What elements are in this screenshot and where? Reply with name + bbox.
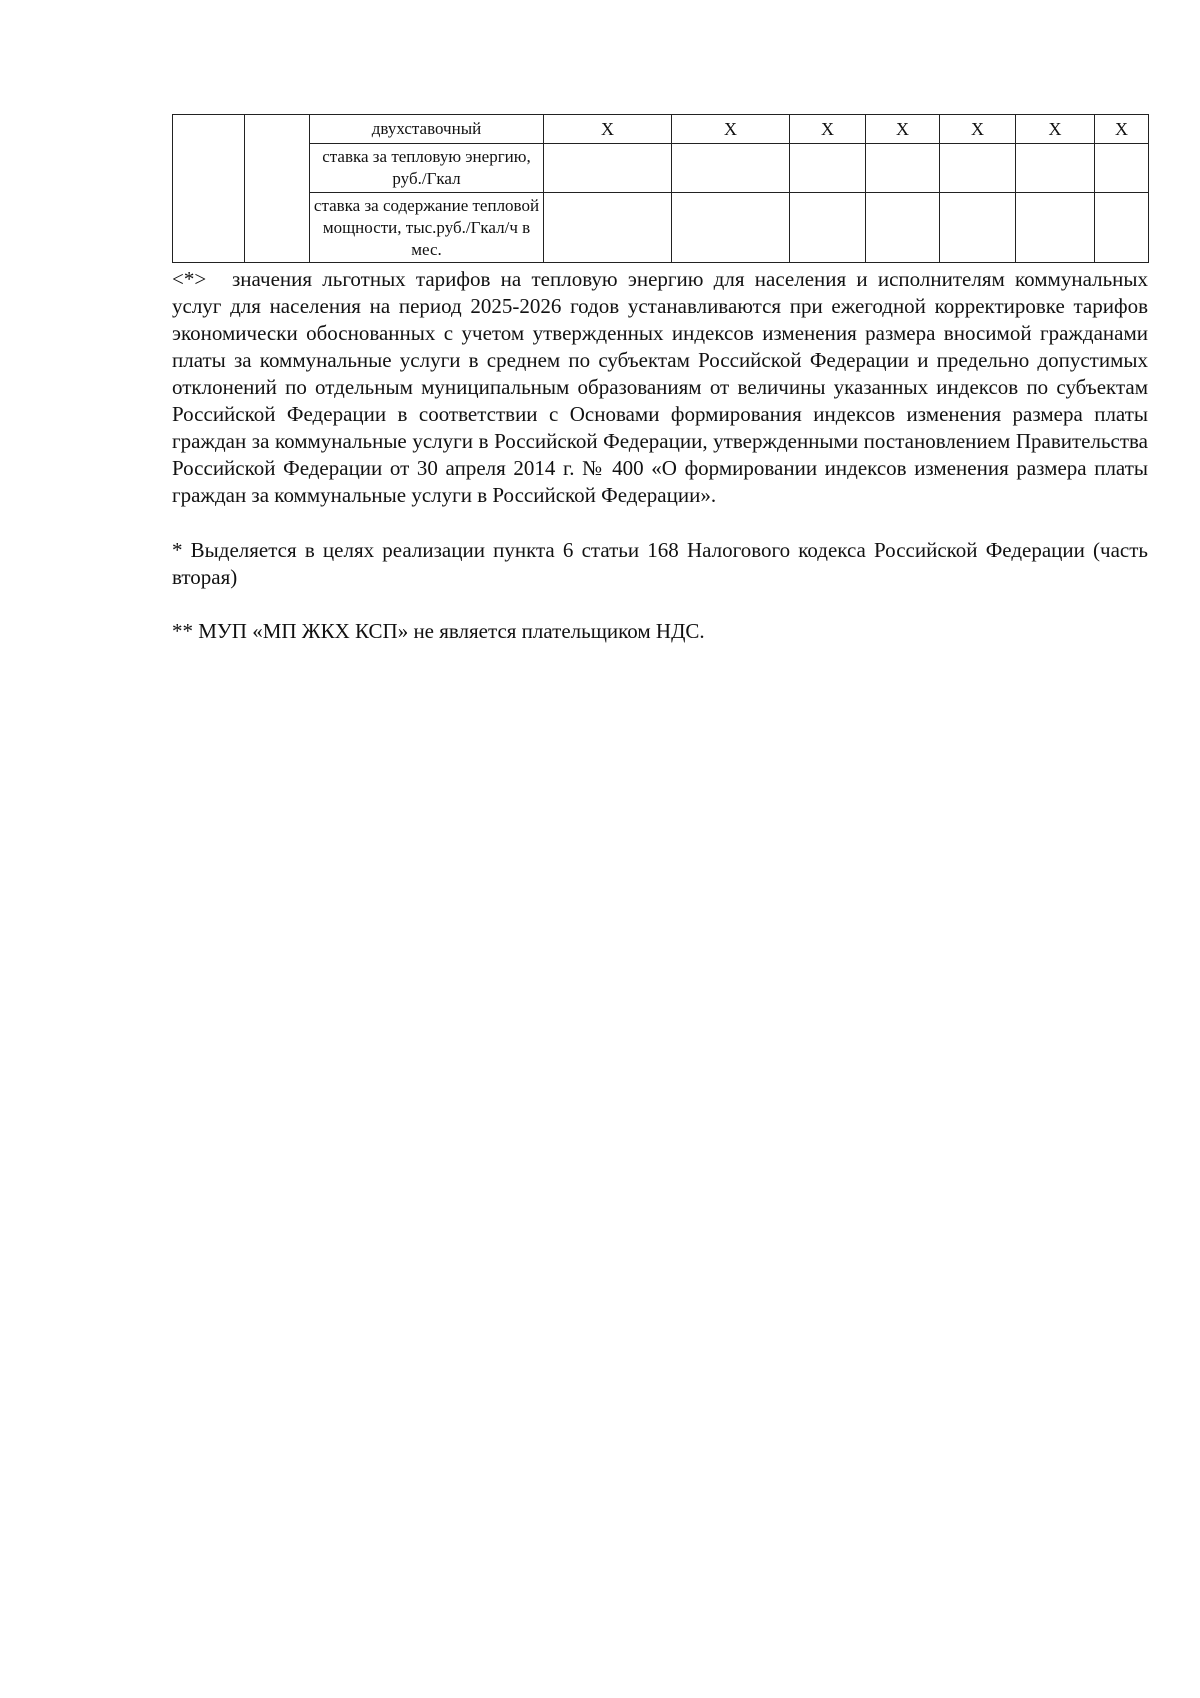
table-cell-value: X: [866, 115, 940, 144]
footnote-vat-note: * Выделяется в целях реализации пункта 6 статьи 168 Налогового кодекса Российской Федерации (часть вторая): [172, 538, 1148, 589]
footnote-marker: <*>: [172, 267, 207, 291]
footnote-main-text: значения льготных тарифов на тепловую энергию для населения и исполнителям коммунальных услуг для населения на период 2025-2026 годов устанавливаются при ежегодной корректировке тарифов экономически обоснованных с учетом утвержденных индексов изменения размера вносимой гражданами платы за коммунальные услуги в среднем по субъектам Российской Федерации и предельно допустимых отклонений по отдельным муниципальным образованиям от величины указанных индексов по субъектам Российской Федерации в соответствии с Основами формирования индексов изменения размера платы граждан за коммунальные услуги в Российской Федерации, утвержденными постановлением Правительства Российской Федерации от 30 апреля 2014 г. № 400 «О формировании индексов изменения размера платы граждан за коммунальные услуги в Российской Федерации».: [172, 267, 1148, 507]
table-cell-value: [866, 193, 940, 263]
footnotes: [172, 266, 1148, 645]
table-cell-value: [940, 144, 1016, 193]
table-cell-value: X: [790, 115, 866, 144]
footnote-main: [172, 266, 1148, 509]
table-cell-value: [1095, 193, 1149, 263]
table-cell-value: [672, 193, 790, 263]
table-cell-value: [1095, 144, 1149, 193]
table-cell-value: [544, 193, 672, 263]
table-cell-value: [1016, 144, 1095, 193]
table-cell-value: [790, 193, 866, 263]
table-cell-value: X: [1095, 115, 1149, 144]
table-cell-value: [866, 144, 940, 193]
table-cell-value: X: [1016, 115, 1095, 144]
table-cell-label: ставка за содержание тепловой мощности, тыс.руб./Гкал/ч в мес.: [310, 193, 544, 263]
table-cell-empty-1: [173, 115, 245, 263]
table-cell-empty-2: [245, 115, 310, 263]
table-row: [173, 144, 1149, 193]
table-cell-value: [790, 144, 866, 193]
tariff-table: [172, 114, 1149, 263]
table-cell-value: X: [544, 115, 672, 144]
table-row: [173, 193, 1149, 263]
table-cell-value: X: [672, 115, 790, 144]
table-cell-label: ставка за тепловую энергию, руб./Гкал: [310, 144, 544, 193]
table-cell-value: [940, 193, 1016, 263]
table-cell-label: двухставочный: [310, 115, 544, 144]
table-cell-value: X: [940, 115, 1016, 144]
table-cell-value: [672, 144, 790, 193]
table-row: [173, 115, 1149, 144]
footnote-payer-note: ** МУП «МП ЖКХ КСП» не является плательщиком НДС.: [172, 619, 705, 643]
table-cell-value: [544, 144, 672, 193]
table-cell-value: [1016, 193, 1095, 263]
